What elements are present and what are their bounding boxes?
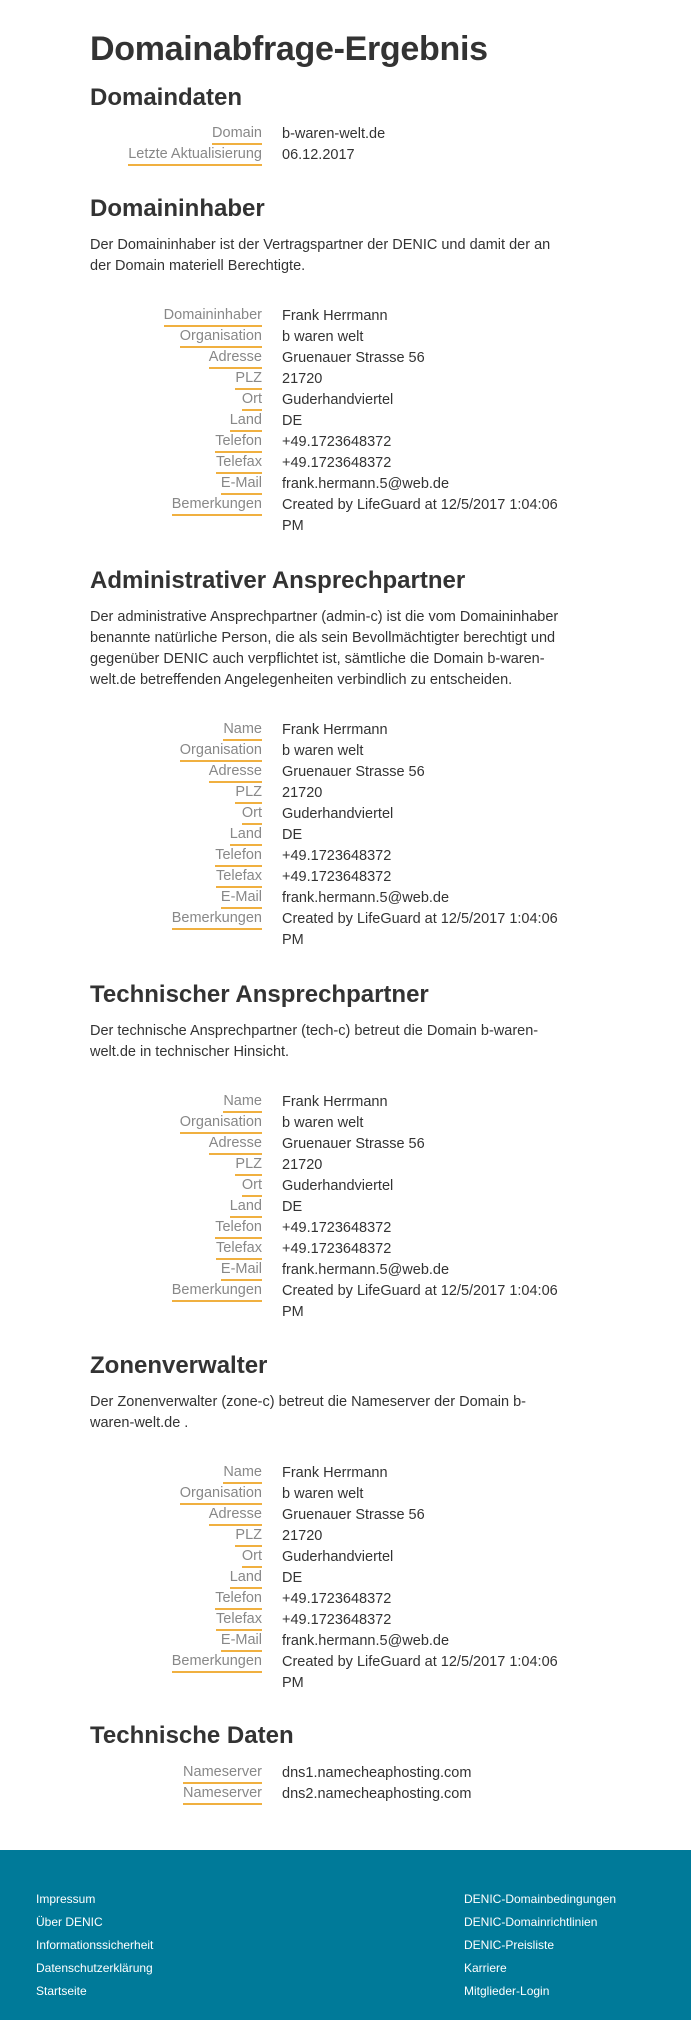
data-row xyxy=(90,783,570,804)
field-label: Name xyxy=(223,720,262,741)
field-label: Ort xyxy=(242,804,262,825)
field-label: Nameserver xyxy=(183,1763,262,1784)
footer-link-mitglieder-login[interactable]: Mitglieder-Login xyxy=(464,1984,550,1998)
data-row xyxy=(90,825,570,846)
field-label: Land xyxy=(230,825,262,846)
data-row xyxy=(90,1239,570,1260)
field-label: E-Mail xyxy=(221,1631,262,1652)
field-label: Ort xyxy=(242,1547,262,1568)
data-row xyxy=(90,495,570,537)
footer-link-domainbedingungen[interactable]: DENIC-Domainbedingungen xyxy=(464,1892,617,1906)
field-value: Gruenauer Strasse 56 xyxy=(282,1136,425,1152)
field-value: Gruenauer Strasse 56 xyxy=(282,1507,425,1523)
section-domaininhaber xyxy=(90,195,570,534)
data-rows xyxy=(90,1092,570,1323)
data-row xyxy=(90,1652,570,1694)
data-row xyxy=(90,1568,570,1589)
field-value: frank.hermann.5@web.de xyxy=(282,1633,450,1649)
data-row xyxy=(90,124,570,145)
data-row xyxy=(90,327,570,348)
footer-links-left xyxy=(36,1888,153,2003)
footer-link-preisliste[interactable]: DENIC-Preisliste xyxy=(464,1938,555,1952)
section-admin-c xyxy=(90,567,570,948)
field-value: Gruenauer Strasse 56 xyxy=(282,764,425,780)
field-value: Guderhandviertel xyxy=(282,1178,394,1194)
data-row xyxy=(90,348,570,369)
field-label: PLZ xyxy=(235,369,262,390)
data-row xyxy=(90,411,570,432)
footer xyxy=(0,1850,691,2020)
field-value: Frank Herrmann xyxy=(282,722,388,738)
data-row xyxy=(90,1610,570,1631)
field-label: Bemerkungen xyxy=(172,909,262,930)
field-value: +49.1723648372 xyxy=(282,1591,392,1607)
data-row xyxy=(90,1155,570,1176)
field-value: Created by LifeGuard at 12/5/2017 1:04:06 PM xyxy=(282,1654,558,1691)
data-row xyxy=(90,1505,570,1526)
field-value: +49.1723648372 xyxy=(282,455,392,471)
field-value: DE xyxy=(282,1199,303,1215)
section-description: Der administrative Ansprechpartner (admin-c) ist die vom Domaininhaber benannte natürliche Person, die als sein Bevollmächtigter berechtigt und gegenüber DENIC auch verpflichtet ist, sämtliche die Domain b-waren-welt.de betreffenden Angelegenheiten verbindlich zu entscheiden. xyxy=(90,609,559,688)
field-label: Organisation xyxy=(180,1484,262,1505)
section-heading: Domaininhaber xyxy=(90,195,265,222)
data-row xyxy=(90,720,570,741)
data-row xyxy=(90,369,570,390)
data-row xyxy=(90,909,570,951)
data-row xyxy=(90,1197,570,1218)
field-label: Ort xyxy=(242,1176,262,1197)
section-heading: Zonenverwalter xyxy=(90,1352,268,1379)
data-row xyxy=(90,804,570,825)
section-technische-daten xyxy=(90,1722,570,1802)
data-row xyxy=(90,1176,570,1197)
section-zone-c xyxy=(90,1352,570,1691)
data-row xyxy=(90,1463,570,1484)
field-value: DE xyxy=(282,827,303,843)
field-value: Guderhandviertel xyxy=(282,392,394,408)
field-label: Telefon xyxy=(215,1589,262,1610)
footer-links-right xyxy=(464,1888,616,2003)
field-value: b waren welt xyxy=(282,743,364,759)
field-value: DE xyxy=(282,1570,303,1586)
data-row xyxy=(90,1134,570,1155)
field-value: b waren welt xyxy=(282,1486,364,1502)
data-row xyxy=(90,1218,570,1239)
field-value: b waren welt xyxy=(282,329,364,345)
field-value: b waren welt xyxy=(282,1115,364,1131)
data-row xyxy=(90,1784,570,1805)
field-label: E-Mail xyxy=(221,474,262,495)
field-label: Telefax xyxy=(216,1610,262,1631)
footer-link-karriere[interactable]: Karriere xyxy=(464,1961,507,1975)
field-label: Name xyxy=(223,1463,262,1484)
field-value: dns2.namecheaphosting.com xyxy=(282,1786,472,1802)
field-value: 21720 xyxy=(282,785,323,801)
field-value: Created by LifeGuard at 12/5/2017 1:04:06 PM xyxy=(282,911,558,948)
field-label: Organisation xyxy=(180,1113,262,1134)
data-row xyxy=(90,390,570,411)
field-value: frank.hermann.5@web.de xyxy=(282,1262,450,1278)
field-value: +49.1723648372 xyxy=(282,869,392,885)
field-label: Land xyxy=(230,1197,262,1218)
field-label: Land xyxy=(230,411,262,432)
field-label: Organisation xyxy=(180,327,262,348)
field-label: Bemerkungen xyxy=(172,495,262,516)
field-label: Bemerkungen xyxy=(172,1652,262,1673)
field-label: PLZ xyxy=(235,1155,262,1176)
field-value: Gruenauer Strasse 56 xyxy=(282,350,425,366)
data-rows xyxy=(90,1763,570,1805)
data-row xyxy=(90,1092,570,1113)
field-label: Nameserver xyxy=(183,1784,262,1805)
field-label: Adresse xyxy=(209,762,262,783)
data-rows xyxy=(90,720,570,951)
field-label: Telefon xyxy=(215,846,262,867)
field-value: +49.1723648372 xyxy=(282,1612,392,1628)
field-value: 06.12.2017 xyxy=(282,147,355,163)
data-row xyxy=(90,1260,570,1281)
data-row xyxy=(90,867,570,888)
data-row xyxy=(90,1113,570,1134)
field-label: Domain xyxy=(212,124,262,145)
field-value: dns1.namecheaphosting.com xyxy=(282,1765,472,1781)
field-value: frank.hermann.5@web.de xyxy=(282,476,450,492)
field-label: PLZ xyxy=(235,1526,262,1547)
section-description: Der Zonenverwalter (zone-c) betreut die Nameserver der Domain b-waren-welt.de . xyxy=(90,1394,526,1431)
field-value: Created by LifeGuard at 12/5/2017 1:04:06 PM xyxy=(282,1283,558,1320)
field-value: Frank Herrmann xyxy=(282,308,388,324)
data-row xyxy=(90,474,570,495)
field-value: 21720 xyxy=(282,371,323,387)
footer-link-startseite[interactable]: Startseite xyxy=(36,1984,87,1998)
field-label: Telefax xyxy=(216,453,262,474)
field-label: Domaininhaber xyxy=(164,306,262,327)
section-heading: Administrativer Ansprechpartner xyxy=(90,567,466,594)
footer-link-impressum[interactable]: Impressum xyxy=(36,1892,96,1906)
field-value: Guderhandviertel xyxy=(282,806,394,822)
field-value: 21720 xyxy=(282,1157,323,1173)
data-row xyxy=(90,453,570,474)
field-value: +49.1723648372 xyxy=(282,848,392,864)
section-tech-c xyxy=(90,981,570,1320)
field-label: Adresse xyxy=(209,1134,262,1155)
section-description: Der technische Ansprechpartner (tech-c) betreut die Domain b-waren-welt.de in technischer Hinsicht. xyxy=(90,1023,539,1060)
field-label: Bemerkungen xyxy=(172,1281,262,1302)
footer-link-ueber-denic[interactable]: Über DENIC xyxy=(36,1915,103,1929)
field-label: E-Mail xyxy=(221,1260,262,1281)
field-label: Ort xyxy=(242,390,262,411)
field-value: +49.1723648372 xyxy=(282,1220,392,1236)
field-label: Land xyxy=(230,1568,262,1589)
data-row xyxy=(90,1484,570,1505)
field-value: Created by LifeGuard at 12/5/2017 1:04:06 PM xyxy=(282,497,558,534)
data-row xyxy=(90,888,570,909)
section-heading: Technischer Ansprechpartner xyxy=(90,981,429,1008)
field-label: Letzte Aktualisierung xyxy=(128,145,262,166)
data-rows xyxy=(90,1463,570,1694)
field-label: Telefax xyxy=(216,867,262,888)
section-heading: Domaindaten xyxy=(90,84,243,111)
data-row xyxy=(90,1526,570,1547)
field-value: frank.hermann.5@web.de xyxy=(282,890,450,906)
field-value: DE xyxy=(282,413,303,429)
field-label: Adresse xyxy=(209,348,262,369)
data-row xyxy=(90,1631,570,1652)
page-title: Domainabfrage-Ergebnis xyxy=(90,30,488,68)
data-row xyxy=(90,1589,570,1610)
data-row xyxy=(90,741,570,762)
data-rows xyxy=(90,124,570,166)
footer-link-informationssicherheit[interactable]: Informationssicherheit xyxy=(36,1938,154,1952)
data-row xyxy=(90,306,570,327)
field-label: PLZ xyxy=(235,783,262,804)
field-label: Telefon xyxy=(215,1218,262,1239)
field-value: 21720 xyxy=(282,1528,323,1544)
data-row xyxy=(90,762,570,783)
footer-link-domainrichtlinien[interactable]: DENIC-Domainrichtlinien xyxy=(464,1915,598,1929)
section-domaindaten xyxy=(90,84,570,163)
field-label: Name xyxy=(223,1092,262,1113)
field-value: Frank Herrmann xyxy=(282,1094,388,1110)
data-rows xyxy=(90,306,570,537)
footer-link-datenschutz[interactable]: Datenschutzerklärung xyxy=(36,1961,153,1975)
data-row xyxy=(90,432,570,453)
field-label: E-Mail xyxy=(221,888,262,909)
section-description: Der Domaininhaber ist der Vertragspartner der DENIC und damit der an der Domain materiell Berechtigte. xyxy=(90,237,551,274)
field-value: +49.1723648372 xyxy=(282,434,392,450)
field-label: Telefon xyxy=(215,432,262,453)
field-label: Telefax xyxy=(216,1239,262,1260)
data-row xyxy=(90,1547,570,1568)
field-value: b-waren-welt.de xyxy=(282,126,386,142)
data-row xyxy=(90,145,570,166)
field-value: Guderhandviertel xyxy=(282,1549,394,1565)
field-value: Frank Herrmann xyxy=(282,1465,388,1481)
field-value: +49.1723648372 xyxy=(282,1241,392,1257)
field-label: Organisation xyxy=(180,741,262,762)
data-row xyxy=(90,846,570,867)
section-heading: Technische Daten xyxy=(90,1722,294,1749)
data-row xyxy=(90,1281,570,1323)
field-label: Adresse xyxy=(209,1505,262,1526)
data-row xyxy=(90,1763,570,1784)
